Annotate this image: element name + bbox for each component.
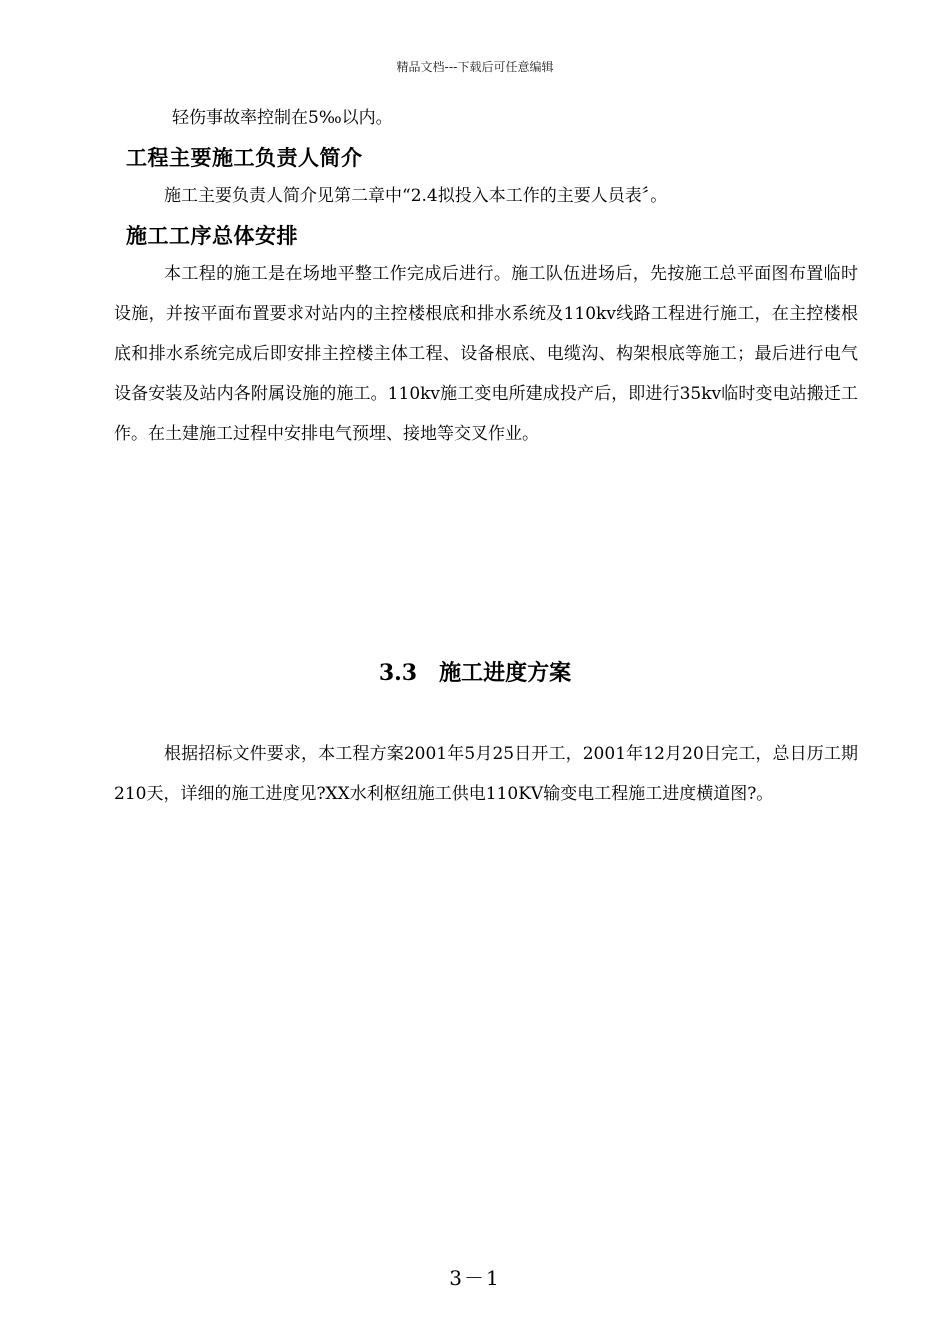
section-heading-personnel: 工程主要施工负责人简介 [126,146,363,170]
chapter-title: 施工进度方案 [439,660,572,686]
chapter-heading [0,656,950,687]
paragraph-personnel: 施工主要负责人简介见第二章中“2.4拟投入本工作的主要人员表〞。 [164,186,668,206]
page-header-note: 精品文档---下载后可任意编辑 [396,60,554,74]
chapter-number: 3.3 [378,660,418,686]
section-heading-procedure: 施工工序总体安排 [126,224,298,248]
page-number: 3－1 [449,1266,501,1290]
paragraph-procedure: 本工程的施工是在场地平整工作完成后进行。施工队伍进场后，先按施工总平面图布置临时设施，并按平面布置要求对站内的主控楼根底和排水系统及110kv线路工程进行施工，在主控楼根底和排水系统完成后即安排主控楼主体工程、设备根底、电缆沟、构架根底等施工；最后进行电气设备安装及站内各附属设施的施工。110kv施工变电所建成投产后，即进行35kv临时变电站搬迁工作。在土建施工过程中安排电气预埋、接地等交叉作业。 [114,264,858,444]
intro-line: 轻伤事故率控制在5‰以内。 [172,108,393,128]
paragraph-schedule: 根据招标文件要求，本工程方案2001年5月25日开工，2001年12月20日完工，总日历工期210天，详细的施工进度见?XX水利枢纽施工供电110KV输变电工程施工进度横道图?。 [114,744,858,804]
